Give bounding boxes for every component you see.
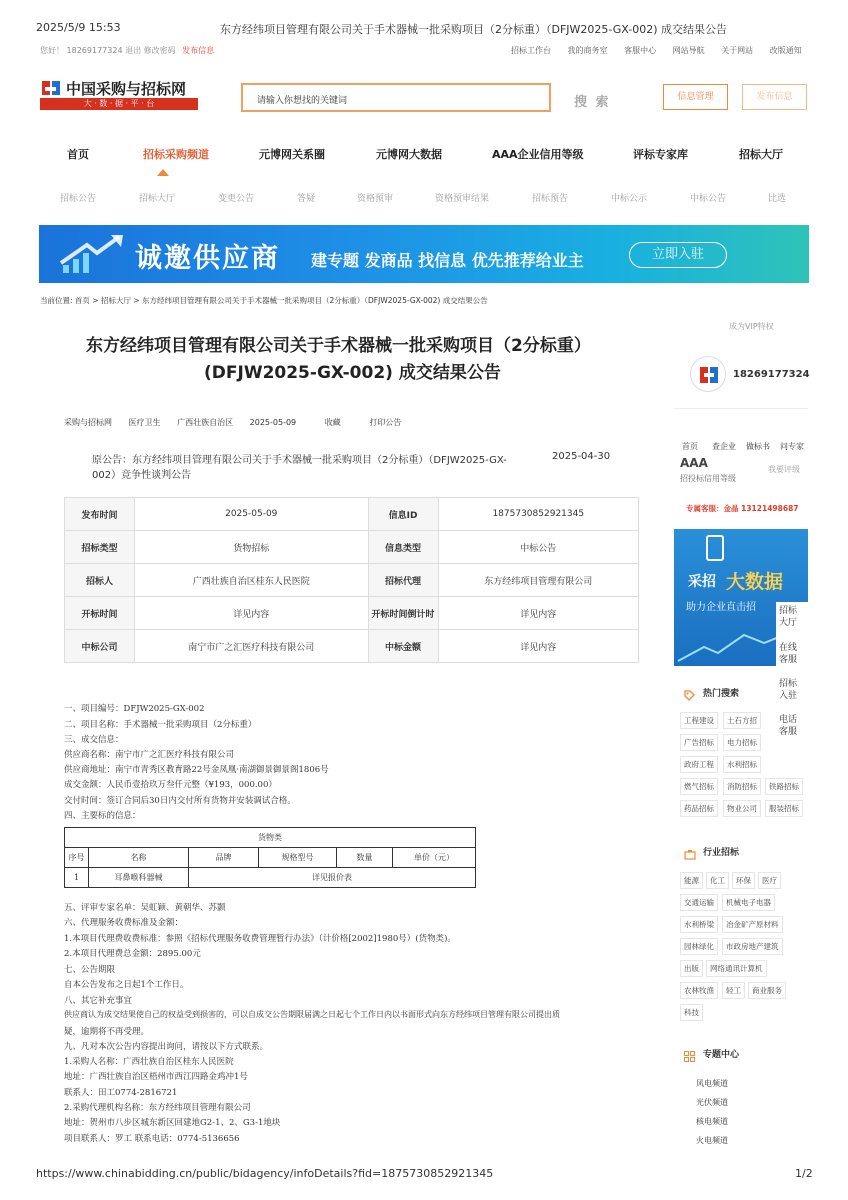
float-join[interactable]: 招标入驻: [779, 679, 798, 701]
subnav-change-notice[interactable]: 变更公告: [218, 194, 255, 204]
meta-industry: 医疗卫生: [128, 418, 161, 427]
origin-notice-line2[interactable]: 002）竞争性谈判公告: [92, 470, 192, 481]
body-line: 七、公告期限: [64, 965, 116, 975]
sidebar-tab-company[interactable]: 查企业: [712, 442, 736, 451]
col-header: 规格型号: [259, 848, 337, 868]
goods-category: 货物类: [65, 828, 476, 848]
table-value: 中标公告: [438, 531, 638, 564]
origin-notice-date: 2025-04-30: [552, 451, 611, 462]
body-line: 自本公告发布之日起1个工作日。: [64, 980, 189, 990]
table-row: [65, 848, 476, 868]
search-box[interactable]: [241, 83, 551, 112]
col-header: 名称: [89, 848, 189, 868]
body-line: 五、评审专家名单：吴虹颖、黄朝华、苏颢: [64, 903, 226, 913]
banner-title: 诚邀供应商: [135, 243, 280, 274]
link-redesign-notice[interactable]: 改版通知: [769, 46, 802, 55]
industry-tag[interactable]: 园林绿化: [680, 938, 718, 955]
table-key: 招标代理: [368, 564, 438, 597]
link-site-nav[interactable]: 网站导航: [672, 46, 705, 55]
subnav-qa[interactable]: 答疑: [297, 194, 316, 204]
bigdata-ad-label-a: 采招: [688, 574, 716, 590]
phone-icon: [706, 535, 724, 561]
meta-region: 广西壮族自治区: [177, 418, 234, 427]
aaa-label: AAA: [680, 456, 708, 470]
supplier-banner[interactable]: [39, 225, 809, 283]
subnav-award-public[interactable]: 中标公示: [611, 194, 648, 204]
goods-name: 耳鼻喉科器械: [89, 868, 189, 888]
body-line: 六、代理服务收费标准及金额：: [64, 918, 184, 928]
industry-tag[interactable]: 商业服务: [748, 982, 786, 999]
link-workbench[interactable]: 招标工作台: [511, 46, 551, 55]
print-page-indicator: 1/2: [795, 1167, 813, 1180]
hot-tag[interactable]: 水利招标: [723, 756, 761, 773]
meta-date: 2025-05-09: [249, 418, 297, 427]
industry-tag[interactable]: 化工: [706, 872, 729, 889]
table-key: 中标公司: [65, 630, 135, 663]
print-datetime: 2025/5/9 15:53: [36, 21, 121, 34]
favorite-link[interactable]: 收藏: [324, 418, 341, 427]
body-line: 地址：贺州市八步区城东新区回建地G2-1、2、G3-1地块: [64, 1118, 281, 1128]
logo-title[interactable]: 中国采购与招标网: [66, 80, 187, 98]
body-line: 项目联系人：罗工 联系电话：0774-5136656: [64, 1134, 240, 1144]
industry-tag[interactable]: 农林牧渔: [680, 982, 718, 999]
table-row: [65, 868, 476, 888]
body-line: 交付时间：签订合同后30日内交付所有货物并安装调试合格。: [64, 796, 296, 806]
special-item-nuclear[interactable]: 核电频道: [696, 1117, 728, 1126]
col-header: 数量: [337, 848, 393, 868]
table-row: [65, 630, 639, 663]
industry-tag[interactable]: 医疗: [758, 872, 781, 889]
print-footer-url: https://www.chinabidding.cn/public/bidagency/infoDetails?fid=1875730852921345: [36, 1167, 494, 1180]
subnav-bid-preview[interactable]: 招标预告: [532, 194, 569, 204]
service-contact[interactable]: 专属客服：金晶 13121498687: [686, 504, 799, 513]
special-item-thermal[interactable]: 火电频道: [696, 1136, 728, 1145]
info-manage-button[interactable]: 信息管理: [663, 84, 728, 110]
body-line: 供应商地址：南宁市青秀区教育路22号金凤凰·南湖御景御景阁1806号: [64, 765, 329, 775]
user-links[interactable]: 您好！ 18269177324 退出 修改密码: [40, 46, 176, 55]
bigdata-ad-label-b: 大数据: [726, 571, 784, 593]
search-button[interactable]: 搜 索: [574, 95, 611, 110]
hot-tag[interactable]: 广告招标: [680, 734, 718, 751]
col-header: 品牌: [189, 848, 259, 868]
col-header: 序号: [65, 848, 89, 868]
logo-subtitle: 大 · 数 · 据 · 平 · 台: [40, 98, 198, 110]
info-table: [64, 497, 639, 663]
user-phone: 18269177324: [733, 369, 810, 380]
sidebar-tab-home[interactable]: 首页: [682, 442, 698, 451]
body-line: 八、其它补充事宜: [64, 996, 133, 1006]
table-value: 详见内容: [438, 597, 638, 630]
industry-tag[interactable]: 出版: [680, 960, 703, 977]
col-header: 单价（元）: [393, 848, 476, 868]
hot-tag[interactable]: 电力招标: [723, 734, 761, 751]
industry-tag[interactable]: 轻工: [722, 982, 745, 999]
goods-table: [64, 827, 476, 888]
table-value: 详见内容: [438, 630, 638, 663]
link-service-center[interactable]: 客服中心: [624, 46, 657, 55]
special-item-wind[interactable]: 风电频道: [696, 1079, 728, 1088]
table-row: [65, 498, 639, 531]
body-line: 成交金额：人民币壹拾玖万叁仟元整（¥193，000.00）: [64, 780, 277, 790]
sidebar-tab-expert[interactable]: 问专家: [780, 442, 804, 451]
rating-link[interactable]: 我要评级: [768, 465, 800, 474]
article-title-line2: (DFJW2025-GX-002) 成交结果公告: [204, 363, 501, 383]
table-row: [65, 597, 639, 630]
subnav-bid-notice[interactable]: 招标公告: [60, 194, 97, 204]
article-meta: [64, 417, 401, 428]
goods-index: 1: [65, 868, 89, 888]
table-key: 发布时间: [65, 498, 135, 531]
float-bid-hall[interactable]: 招标大厅: [779, 606, 798, 628]
banner-slogan: 建专题 发商品 找信息 优先推荐给业主: [311, 251, 584, 270]
hot-tag[interactable]: 工程建设: [680, 712, 718, 729]
industry-tag[interactable]: 科技: [680, 1004, 703, 1021]
body-line: 三、成交信息：: [64, 735, 124, 745]
industry-tag[interactable]: 网络通讯计算机: [706, 960, 767, 977]
avatar-logo-icon: [691, 357, 727, 393]
sidebar-tab-tender-doc[interactable]: 做标书: [746, 442, 770, 451]
nav-home[interactable]: 首页: [67, 148, 89, 161]
link-about[interactable]: 关于网站: [721, 46, 754, 55]
hot-tag[interactable]: 燃气招标: [680, 778, 718, 795]
body-line: 联系人：田工0774-2816721: [64, 1088, 178, 1098]
hot-tag[interactable]: 药品招标: [680, 800, 718, 817]
table-value: 东方经纬项目管理有限公司: [438, 564, 638, 597]
hot-tag[interactable]: 土石方招: [723, 712, 761, 729]
table-row: [65, 564, 639, 597]
sidebar-tabs: [674, 408, 808, 452]
search-input[interactable]: 请输入你想找的关键词: [257, 96, 348, 106]
table-value: 2025-05-09: [135, 498, 369, 531]
table-key: 中标金额: [368, 630, 438, 663]
special-item-solar[interactable]: 光伏频道: [696, 1098, 728, 1107]
nav-aaa-credit[interactable]: AAA企业信用等级: [492, 148, 584, 161]
nav-bid-hall[interactable]: 招标大厅: [739, 148, 783, 161]
table-value: 详见内容: [135, 597, 369, 630]
body-line: 疑，逾期将不再受理。: [64, 1027, 150, 1037]
subnav-award-notice[interactable]: 中标公告: [690, 194, 727, 204]
float-phone-service[interactable]: 电话客服: [779, 715, 798, 737]
greeting-text: [40, 45, 214, 56]
body-line: 九、凡对本次公告内容提出询问，请按以下方式联系。: [64, 1042, 269, 1052]
goods-detail: 详见报价表: [189, 868, 476, 888]
table-value: 1875730852921345: [438, 498, 638, 531]
hot-tag[interactable]: 铁路招标: [765, 778, 803, 795]
print-doc-title: 东方经纬项目管理有限公司关于手术器械一批采购项目（2分标重）（DFJW2025-GX-002) 成交结果公告: [220, 23, 728, 36]
nav-active-indicator: [157, 169, 169, 176]
industry-tag[interactable]: 机械电子电器: [722, 894, 775, 911]
nav-expert-pool[interactable]: 评标专家库: [633, 148, 688, 161]
print-link[interactable]: 打印公告: [369, 418, 402, 427]
industry-tag[interactable]: 水利桥梁: [680, 916, 718, 933]
special-center-title: 专题中心: [703, 1050, 740, 1060]
body-line: 一、项目编号：DFJW2025-GX-002: [64, 704, 205, 714]
hot-search-title: 热门搜索: [703, 689, 740, 699]
tag-icon: [684, 686, 695, 697]
table-key: 开标时间倒计时: [368, 597, 438, 630]
table-value: 广西壮族自治区桂东人民医院: [135, 564, 369, 597]
breadcrumb[interactable]: 当前位置: 首页 > 招标大厅 > 东方经纬项目管理有限公司关于手术器械一批采购项目（2分标重）（DFJW2025-GX-002) 成交结果公告: [40, 296, 488, 305]
publish-link[interactable]: 发布信息: [182, 46, 215, 55]
aaa-sub: 招投标信用等级: [680, 474, 736, 483]
table-key: 信息类型: [368, 531, 438, 564]
body-line: 二、项目名称：手术器械一批采购项目（2分标重）: [64, 720, 257, 730]
table-row: [65, 531, 639, 564]
table-row: [65, 828, 476, 848]
body-line: 1.本项目代理费收费标准：参照《招标代理服务收费管理暂行办法》（计价格[2002]1980号）(货物类)。: [64, 934, 456, 944]
body-line: 地址：广西壮族自治区梧州市西江四路金鸡冲1号: [64, 1072, 248, 1082]
bigdata-ad-sub: 助力企业直击招: [686, 602, 756, 613]
industry-tag[interactable]: 市政房地产建筑: [722, 938, 783, 955]
body-line: 供应商认为成交结果使自己的权益受到损害的，可以自成交公告期限届满之日起七个工作日内以书面形式向东方经纬项目管理有限公司提出质: [64, 1010, 560, 1019]
industry-title: 行业招标: [703, 848, 740, 858]
float-online-service[interactable]: 在线客服: [779, 643, 798, 665]
origin-notice-line1[interactable]: 原公告：东方经纬项目管理有限公司关于手术器械一批采购项目（2分标重）（DFJW2025-GX-: [92, 455, 507, 466]
grid-icon: [684, 1047, 695, 1058]
body-line: 1.采购人名称：广西壮族自治区桂东人民医院: [64, 1057, 234, 1067]
table-value: 货物招标: [135, 531, 369, 564]
topbar-links: [511, 45, 802, 56]
logo-icon[interactable]: [40, 79, 62, 97]
hot-tag[interactable]: 政府工程: [680, 756, 718, 773]
building-icon: [684, 845, 696, 856]
link-business-room[interactable]: 我的商务室: [567, 46, 608, 55]
meta-source: 采购与招标网: [64, 418, 112, 427]
table-value: 南宁市广之汇医疗科技有限公司: [135, 630, 369, 663]
nav-relationship[interactable]: 元博网关系圈: [259, 148, 325, 161]
hot-tag[interactable]: 物业公司: [723, 800, 761, 817]
body-line: 2.本项目代理费总金额：2895.00元: [64, 949, 201, 959]
hot-tag[interactable]: 消防招标: [723, 778, 761, 795]
industry-tag[interactable]: 能源: [680, 872, 703, 889]
industry-tag[interactable]: 环保: [732, 872, 755, 889]
publish-info-button[interactable]: 发布信息: [742, 84, 807, 110]
banner-arrow-icon: [57, 233, 127, 275]
industry-tag[interactable]: 交通运输: [680, 894, 718, 911]
table-key: 招标人: [65, 564, 135, 597]
industry-tag[interactable]: 冶金矿产原材料: [722, 916, 783, 933]
table-key: 信息ID: [368, 498, 438, 531]
avatar[interactable]: [690, 356, 726, 392]
subnav-bid-hall[interactable]: 招标大厅: [139, 194, 176, 204]
article-title-line1: 东方经纬项目管理有限公司关于手术器械一批采购项目（2分标重）: [86, 336, 591, 356]
subnav-compare[interactable]: 比选: [768, 194, 787, 204]
table-key: 开标时间: [65, 597, 135, 630]
nav-bigdata[interactable]: 元博网大数据: [376, 148, 442, 161]
subnav-prequal[interactable]: 资格预审: [357, 194, 394, 204]
vip-link[interactable]: 成为VIP特权: [729, 322, 774, 331]
nav-bidding-channel[interactable]: 招标采购频道: [143, 148, 209, 161]
subnav-prequal-result[interactable]: 资格预审结果: [435, 194, 490, 204]
banner-cta-button[interactable]: 立即入驻: [629, 242, 727, 268]
table-key: 招标类型: [65, 531, 135, 564]
hot-tag[interactable]: 服装招标: [765, 800, 803, 817]
body-line: 四、主要标的信息：: [64, 811, 141, 821]
body-line: 2.采购代理机构名称：东方经纬项目管理有限公司: [64, 1103, 251, 1113]
float-menu: [776, 602, 808, 742]
body-line: 供应商名称：南宁市广之汇医疗科技有限公司: [64, 750, 235, 760]
